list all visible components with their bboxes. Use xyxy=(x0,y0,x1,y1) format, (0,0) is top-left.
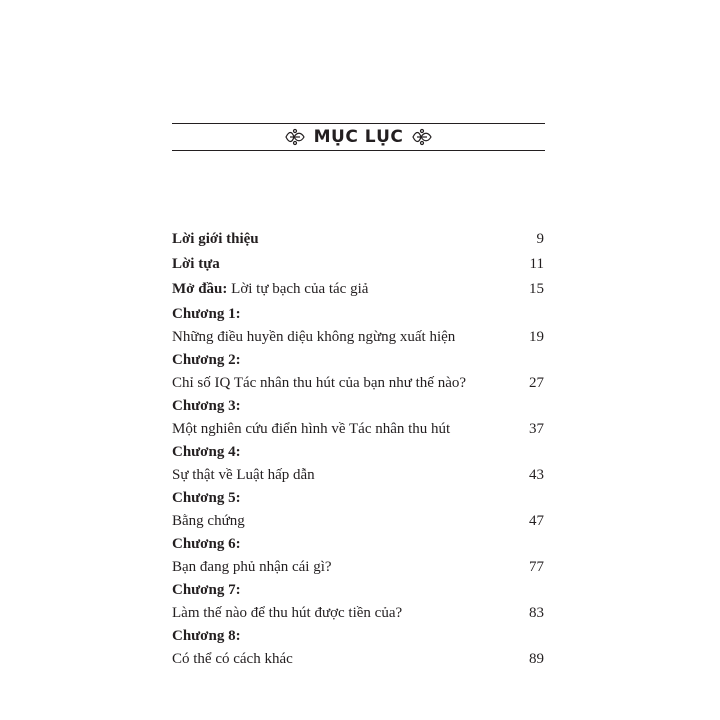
entry-title: Một nghiên cứu điển hình về Tác nhân thu hút xyxy=(172,421,451,437)
entry-title: Lời tựa xyxy=(172,256,220,272)
entry-title: Bạn đang phủ nhận cái gì? xyxy=(172,559,332,575)
entry-title: Lời tự bạch của tác giả xyxy=(227,281,369,297)
chapter-label: Chương 3: xyxy=(172,398,241,414)
entry-page-number: 43 xyxy=(529,467,544,483)
entry-title: Những điều huyền diệu không ngừng xuất hiện xyxy=(172,329,456,345)
toc-entry xyxy=(172,533,544,579)
entry-page-number: 15 xyxy=(529,281,544,297)
toc-entry xyxy=(172,303,544,349)
toc-entry xyxy=(172,278,544,303)
entry-page-number: 37 xyxy=(529,421,544,437)
chapter-label: Chương 4: xyxy=(172,444,241,460)
page-title: MỤC LỤC xyxy=(313,127,404,147)
left-ornament-icon xyxy=(284,128,306,146)
entry-title: Làm thế nào để thu hút được tiền của? xyxy=(172,605,403,621)
toc-heading xyxy=(172,124,545,150)
toc-entry xyxy=(172,487,544,533)
chapter-label: Chương 6: xyxy=(172,536,241,552)
entry-title: Có thể có cách khác xyxy=(172,651,293,667)
toc-entry xyxy=(172,349,544,395)
entry-title: Chỉ số IQ Tác nhân thu hút của bạn như thế nào? xyxy=(172,375,467,391)
entry-page-number: 83 xyxy=(529,605,544,621)
right-ornament-icon xyxy=(411,128,433,146)
toc-entry xyxy=(172,395,544,441)
toc-entry xyxy=(172,228,544,253)
chapter-label: Chương 5: xyxy=(172,490,241,506)
entry-label: Mở đầu: xyxy=(172,281,228,297)
entry-page-number: 9 xyxy=(536,231,544,247)
toc-entry xyxy=(172,441,544,487)
chapter-label: Chương 1: xyxy=(172,306,241,322)
chapter-label: Chương 8: xyxy=(172,628,241,644)
entry-page-number: 27 xyxy=(529,375,544,391)
chapter-label: Chương 2: xyxy=(172,352,241,368)
entry-page-number: 77 xyxy=(529,559,544,575)
chapter-label: Chương 7: xyxy=(172,582,241,598)
toc-entry xyxy=(172,579,544,625)
heading-bottom-rule xyxy=(172,150,545,151)
toc-entry xyxy=(172,253,544,278)
toc-entry xyxy=(172,625,544,671)
entry-title: Lời giới thiệu xyxy=(172,231,259,247)
entry-page-number: 19 xyxy=(529,329,544,345)
entry-title: Bằng chứng xyxy=(172,513,245,529)
entry-page-number: 11 xyxy=(529,256,544,272)
toc-list xyxy=(172,228,544,671)
entry-page-number: 89 xyxy=(529,651,544,667)
entry-title: Sự thật về Luật hấp dẫn xyxy=(172,467,315,483)
entry-page-number: 47 xyxy=(529,513,544,529)
